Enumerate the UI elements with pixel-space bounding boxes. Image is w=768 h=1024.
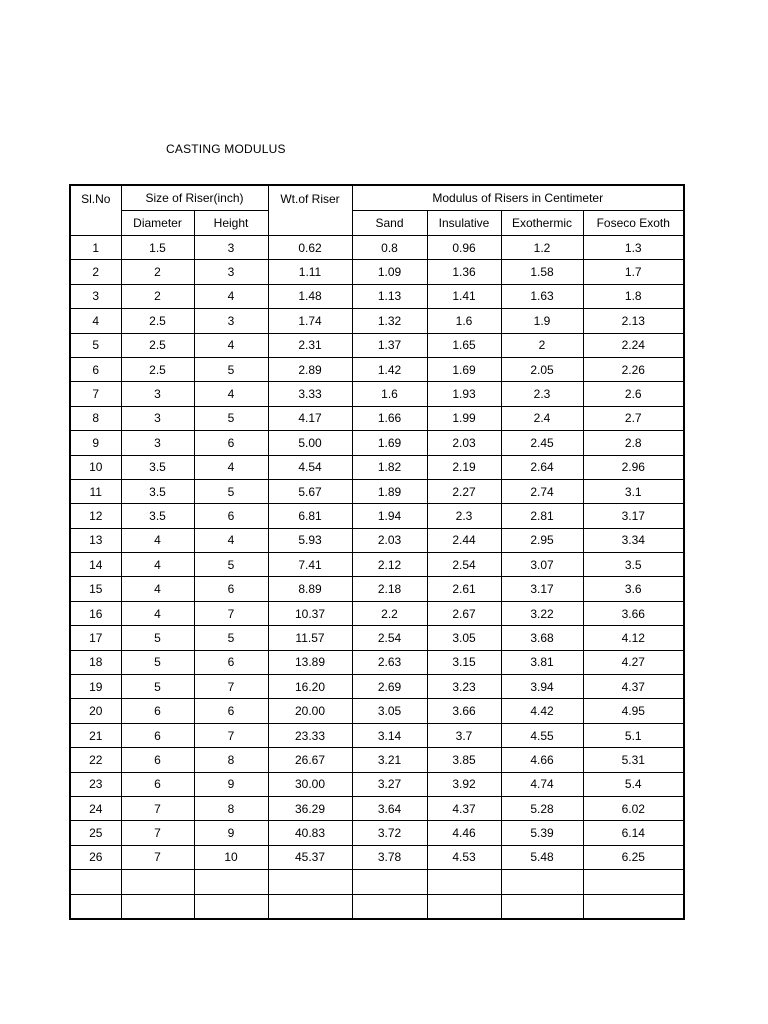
cell-wt-of-riser: 30.00 [268,772,352,796]
cell-foseco-exoth: 5.1 [583,723,684,747]
cell-foseco-exoth: 4.12 [583,626,684,650]
cell-sand: 2.63 [352,650,427,674]
cell-wt-of-riser: 26.67 [268,748,352,772]
cell-sl-no: 22 [70,748,121,772]
cell-exothermic: 2 [501,333,583,357]
cell-foseco-exoth: 2.7 [583,406,684,430]
cell-insulative: 4.37 [427,796,501,820]
cell-wt-of-riser: 1.74 [268,309,352,333]
cell-height: 5 [194,406,268,430]
cell-sand: 3.27 [352,772,427,796]
empty-cell [583,894,684,919]
header-row-sub [70,211,684,236]
cell-exothermic: 2.3 [501,382,583,406]
empty-cell [352,870,427,894]
header-exothermic: Exothermic [501,211,583,236]
cell-foseco-exoth: 6.02 [583,796,684,820]
cell-height: 3 [194,260,268,284]
cell-sl-no: 13 [70,528,121,552]
cell-insulative: 3.15 [427,650,501,674]
cell-exothermic: 5.28 [501,796,583,820]
cell-diameter: 6 [121,772,194,796]
cell-foseco-exoth: 6.14 [583,821,684,845]
cell-wt-of-riser: 23.33 [268,723,352,747]
cell-foseco-exoth: 3.5 [583,553,684,577]
cell-insulative: 3.66 [427,699,501,723]
cell-insulative: 3.7 [427,723,501,747]
header-diameter: Diameter [121,211,194,236]
cell-foseco-exoth: 3.34 [583,528,684,552]
cell-exothermic: 2.74 [501,479,583,503]
cell-exothermic: 1.63 [501,284,583,308]
cell-foseco-exoth: 1.8 [583,284,684,308]
table-row [70,553,684,577]
cell-wt-of-riser: 10.37 [268,601,352,625]
cell-wt-of-riser: 2.31 [268,333,352,357]
cell-sl-no: 17 [70,626,121,650]
cell-insulative: 2.61 [427,577,501,601]
cell-sl-no: 6 [70,357,121,381]
cell-sl-no: 15 [70,577,121,601]
cell-exothermic: 3.68 [501,626,583,650]
table-row [70,796,684,820]
cell-exothermic: 1.2 [501,236,583,260]
empty-table-row [70,870,684,894]
cell-sand: 1.66 [352,406,427,430]
cell-foseco-exoth: 1.3 [583,236,684,260]
table-row [70,723,684,747]
empty-cell [194,870,268,894]
cell-foseco-exoth: 3.1 [583,479,684,503]
cell-exothermic: 2.4 [501,406,583,430]
cell-sand: 1.82 [352,455,427,479]
cell-wt-of-riser: 7.41 [268,553,352,577]
cell-wt-of-riser: 5.67 [268,479,352,503]
cell-wt-of-riser: 40.83 [268,821,352,845]
cell-sand: 3.72 [352,821,427,845]
table-row [70,845,684,869]
empty-cell [501,894,583,919]
cell-diameter: 6 [121,723,194,747]
table-row [70,284,684,308]
cell-height: 6 [194,577,268,601]
cell-sand: 3.64 [352,796,427,820]
empty-cell [70,894,121,919]
casting-modulus-table [69,184,685,920]
cell-height: 3 [194,309,268,333]
cell-sand: 3.05 [352,699,427,723]
empty-cell [194,894,268,919]
table-row [70,455,684,479]
table-row [70,333,684,357]
cell-diameter: 4 [121,577,194,601]
cell-height: 6 [194,504,268,528]
cell-foseco-exoth: 2.6 [583,382,684,406]
table-row [70,626,684,650]
cell-sl-no: 4 [70,309,121,333]
cell-diameter: 3 [121,382,194,406]
cell-sand: 1.94 [352,504,427,528]
cell-wt-of-riser: 8.89 [268,577,352,601]
cell-height: 4 [194,528,268,552]
cell-sand: 1.09 [352,260,427,284]
cell-wt-of-riser: 4.54 [268,455,352,479]
cell-diameter: 5 [121,650,194,674]
cell-height: 5 [194,479,268,503]
cell-wt-of-riser: 20.00 [268,699,352,723]
cell-insulative: 1.36 [427,260,501,284]
cell-diameter: 3.5 [121,504,194,528]
cell-sand: 1.42 [352,357,427,381]
cell-height: 7 [194,675,268,699]
cell-exothermic: 2.64 [501,455,583,479]
cell-sl-no: 26 [70,845,121,869]
cell-insulative: 1.6 [427,309,501,333]
empty-cell [121,870,194,894]
cell-insulative: 1.69 [427,357,501,381]
cell-diameter: 7 [121,845,194,869]
empty-cell [427,870,501,894]
cell-diameter: 5 [121,626,194,650]
header-sl-no: Sl.No [70,185,121,236]
cell-wt-of-riser: 45.37 [268,845,352,869]
cell-sand: 3.14 [352,723,427,747]
cell-sl-no: 5 [70,333,121,357]
cell-diameter: 1.5 [121,236,194,260]
cell-height: 8 [194,796,268,820]
cell-insulative: 2.27 [427,479,501,503]
cell-foseco-exoth: 4.37 [583,675,684,699]
cell-foseco-exoth: 2.24 [583,333,684,357]
table-row [70,601,684,625]
cell-sl-no: 11 [70,479,121,503]
header-wt-of-riser: Wt.of Riser [268,185,352,236]
cell-sand: 1.32 [352,309,427,333]
cell-sand: 1.13 [352,284,427,308]
header-foseco-exoth: Foseco Exoth [583,211,684,236]
cell-diameter: 2.5 [121,309,194,333]
cell-wt-of-riser: 4.17 [268,406,352,430]
cell-insulative: 2.19 [427,455,501,479]
empty-table-row [70,894,684,919]
cell-wt-of-riser: 3.33 [268,382,352,406]
cell-height: 6 [194,699,268,723]
cell-sl-no: 23 [70,772,121,796]
cell-wt-of-riser: 36.29 [268,796,352,820]
table-row [70,748,684,772]
header-row-top [70,185,684,211]
cell-foseco-exoth: 2.8 [583,431,684,455]
cell-exothermic: 1.58 [501,260,583,284]
cell-exothermic: 3.22 [501,601,583,625]
cell-foseco-exoth: 4.27 [583,650,684,674]
cell-foseco-exoth: 6.25 [583,845,684,869]
cell-height: 5 [194,553,268,577]
cell-wt-of-riser: 1.48 [268,284,352,308]
cell-insulative: 2.3 [427,504,501,528]
header-height: Height [194,211,268,236]
cell-sl-no: 16 [70,601,121,625]
empty-cell [352,894,427,919]
cell-height: 8 [194,748,268,772]
cell-sl-no: 10 [70,455,121,479]
cell-insulative: 4.46 [427,821,501,845]
cell-exothermic: 2.05 [501,357,583,381]
cell-insulative: 1.93 [427,382,501,406]
cell-sand: 1.6 [352,382,427,406]
cell-height: 7 [194,601,268,625]
empty-cell [268,870,352,894]
cell-diameter: 3 [121,406,194,430]
cell-diameter: 2.5 [121,357,194,381]
cell-insulative: 3.05 [427,626,501,650]
cell-insulative: 2.44 [427,528,501,552]
header-size-of-riser: Size of Riser(inch) [121,185,268,211]
table-row [70,528,684,552]
cell-diameter: 3.5 [121,479,194,503]
cell-sl-no: 21 [70,723,121,747]
table-row [70,260,684,284]
cell-sl-no: 8 [70,406,121,430]
cell-foseco-exoth: 5.31 [583,748,684,772]
cell-foseco-exoth: 3.17 [583,504,684,528]
cell-wt-of-riser: 5.00 [268,431,352,455]
cell-insulative: 3.92 [427,772,501,796]
cell-sand: 1.69 [352,431,427,455]
table-row [70,699,684,723]
cell-height: 9 [194,772,268,796]
cell-insulative: 3.23 [427,675,501,699]
cell-insulative: 4.53 [427,845,501,869]
cell-exothermic: 2.45 [501,431,583,455]
cell-height: 4 [194,333,268,357]
cell-exothermic: 3.81 [501,650,583,674]
cell-insulative: 2.67 [427,601,501,625]
cell-exothermic: 3.94 [501,675,583,699]
cell-sand: 0.8 [352,236,427,260]
table-row [70,479,684,503]
cell-sand: 2.03 [352,528,427,552]
cell-insulative: 2.03 [427,431,501,455]
cell-diameter: 4 [121,528,194,552]
cell-sand: 3.21 [352,748,427,772]
cell-height: 9 [194,821,268,845]
cell-height: 5 [194,357,268,381]
cell-sand: 2.2 [352,601,427,625]
cell-diameter: 4 [121,553,194,577]
cell-diameter: 7 [121,821,194,845]
cell-sl-no: 12 [70,504,121,528]
cell-insulative: 0.96 [427,236,501,260]
cell-foseco-exoth: 3.6 [583,577,684,601]
table-row [70,357,684,381]
cell-sl-no: 14 [70,553,121,577]
cell-insulative: 1.65 [427,333,501,357]
cell-diameter: 6 [121,699,194,723]
cell-exothermic: 3.17 [501,577,583,601]
cell-foseco-exoth: 2.96 [583,455,684,479]
cell-sl-no: 3 [70,284,121,308]
empty-cell [268,894,352,919]
cell-sl-no: 7 [70,382,121,406]
cell-sl-no: 18 [70,650,121,674]
cell-diameter: 5 [121,675,194,699]
cell-exothermic: 1.9 [501,309,583,333]
table-body [70,185,684,919]
cell-foseco-exoth: 4.95 [583,699,684,723]
cell-diameter: 7 [121,796,194,820]
cell-diameter: 2 [121,260,194,284]
table-row [70,821,684,845]
cell-sl-no: 2 [70,260,121,284]
cell-height: 5 [194,626,268,650]
cell-height: 10 [194,845,268,869]
empty-cell [70,870,121,894]
header-sand: Sand [352,211,427,236]
table-row [70,236,684,260]
cell-exothermic: 4.55 [501,723,583,747]
cell-foseco-exoth: 1.7 [583,260,684,284]
cell-wt-of-riser: 11.57 [268,626,352,650]
cell-wt-of-riser: 13.89 [268,650,352,674]
cell-sl-no: 1 [70,236,121,260]
cell-sl-no: 25 [70,821,121,845]
cell-diameter: 3.5 [121,455,194,479]
cell-diameter: 2.5 [121,333,194,357]
cell-sl-no: 19 [70,675,121,699]
cell-height: 6 [194,431,268,455]
cell-insulative: 3.85 [427,748,501,772]
cell-exothermic: 4.66 [501,748,583,772]
header-insulative: Insulative [427,211,501,236]
table-row [70,675,684,699]
table-row [70,382,684,406]
cell-exothermic: 4.74 [501,772,583,796]
cell-exothermic: 5.48 [501,845,583,869]
empty-cell [427,894,501,919]
cell-height: 6 [194,650,268,674]
cell-wt-of-riser: 6.81 [268,504,352,528]
cell-sl-no: 24 [70,796,121,820]
cell-exothermic: 4.42 [501,699,583,723]
cell-exothermic: 3.07 [501,553,583,577]
cell-sand: 2.18 [352,577,427,601]
empty-cell [583,870,684,894]
cell-diameter: 3 [121,431,194,455]
cell-sand: 2.69 [352,675,427,699]
cell-insulative: 2.54 [427,553,501,577]
cell-sand: 1.89 [352,479,427,503]
cell-height: 3 [194,236,268,260]
cell-sand: 3.78 [352,845,427,869]
cell-height: 4 [194,284,268,308]
cell-wt-of-riser: 2.89 [268,357,352,381]
cell-foseco-exoth: 5.4 [583,772,684,796]
cell-sand: 2.12 [352,553,427,577]
cell-wt-of-riser: 16.20 [268,675,352,699]
cell-diameter: 4 [121,601,194,625]
table-row [70,650,684,674]
cell-exothermic: 2.81 [501,504,583,528]
table-row [70,577,684,601]
cell-sand: 1.37 [352,333,427,357]
cell-diameter: 6 [121,748,194,772]
cell-height: 7 [194,723,268,747]
cell-foseco-exoth: 3.66 [583,601,684,625]
cell-sl-no: 20 [70,699,121,723]
cell-height: 4 [194,382,268,406]
table-row [70,406,684,430]
cell-foseco-exoth: 2.13 [583,309,684,333]
table-row [70,504,684,528]
document-title: CASTING MODULUS [166,142,286,156]
header-modulus-group: Modulus of Risers in Centimeter [352,185,684,211]
empty-cell [501,870,583,894]
cell-exothermic: 2.95 [501,528,583,552]
cell-wt-of-riser: 1.11 [268,260,352,284]
cell-diameter: 2 [121,284,194,308]
table-row [70,431,684,455]
table-row [70,772,684,796]
cell-foseco-exoth: 2.26 [583,357,684,381]
cell-sand: 2.54 [352,626,427,650]
cell-sl-no: 9 [70,431,121,455]
cell-wt-of-riser: 0.62 [268,236,352,260]
empty-cell [121,894,194,919]
cell-height: 4 [194,455,268,479]
cell-insulative: 1.99 [427,406,501,430]
cell-insulative: 1.41 [427,284,501,308]
cell-exothermic: 5.39 [501,821,583,845]
table-row [70,309,684,333]
cell-wt-of-riser: 5.93 [268,528,352,552]
